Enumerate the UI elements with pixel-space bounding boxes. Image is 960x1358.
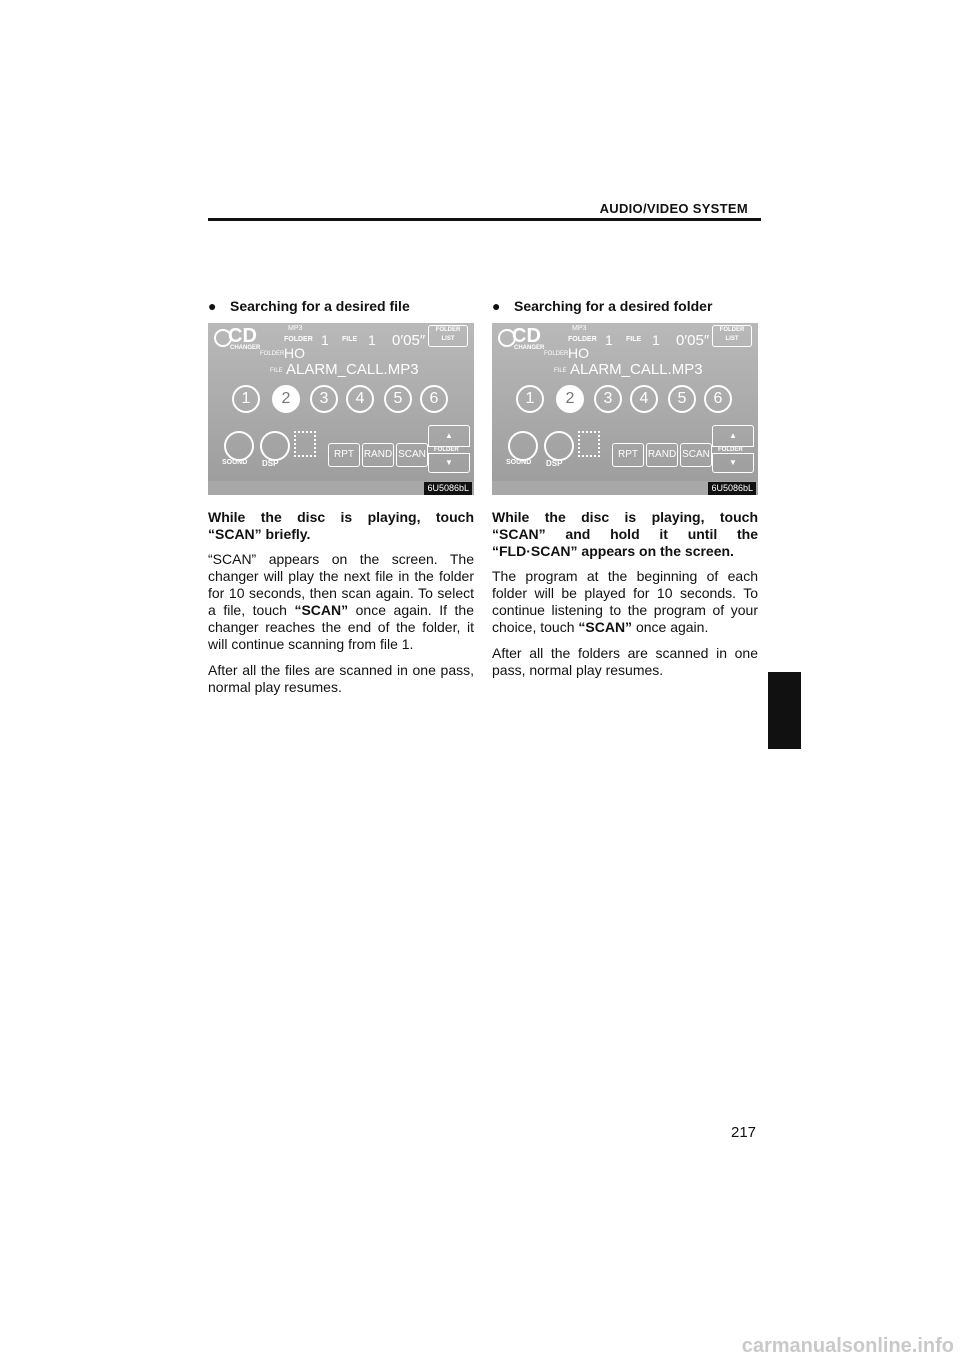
- right-paragraph-2: After all the folders are scanned in one pass, normal play resumes.: [492, 645, 758, 678]
- page-number: 217: [731, 1124, 757, 1141]
- file-sub-label: FILE: [270, 368, 283, 374]
- disc-4-button[interactable]: 4: [630, 385, 658, 413]
- folder-up-button[interactable]: ▲: [428, 425, 470, 447]
- folder-sub-label: FOLDER: [260, 351, 285, 357]
- folder-down-button[interactable]: ▼: [428, 453, 470, 473]
- left-paragraph-2: After all the files are scanned in one pass, normal play resumes.: [208, 662, 474, 695]
- left-instruction: While the disc is playing, touch “SCAN” briefly.: [208, 509, 474, 542]
- folder-down-button[interactable]: ▼: [712, 453, 754, 473]
- sound-icon[interactable]: [508, 431, 538, 461]
- dsp-label: DSP: [262, 459, 279, 468]
- disc-3-button[interactable]: 3: [594, 385, 622, 413]
- scan-button[interactable]: SCAN: [396, 443, 428, 467]
- cd-changer-screen: [492, 323, 758, 481]
- folder-button-label: FOLDER: [434, 447, 459, 453]
- header-rule: [208, 218, 761, 221]
- sound-icon[interactable]: [224, 431, 254, 461]
- right-heading-text: Searching for a desired folder: [514, 298, 713, 314]
- bullet-icon: ●: [208, 298, 217, 314]
- disc-1-button[interactable]: 1: [232, 385, 260, 413]
- disc-2-button[interactable]: 2: [272, 385, 300, 413]
- changer-label: CHANGER: [230, 345, 261, 351]
- left-p1-text-a: “SCAN” appears on the screen. The changer will play the next file in the folder for 10 seconds, then scan again. To select a file, touch: [208, 551, 474, 618]
- dsp-label: DSP: [546, 459, 563, 468]
- folder-number: 1: [605, 332, 613, 348]
- right-p1-text-c: once again.: [632, 619, 709, 635]
- figure-code: 6U5086bL: [708, 482, 756, 495]
- cd-label: CD: [512, 325, 541, 347]
- cd-changer-screen: [208, 323, 474, 481]
- watermark: carmanualsonline.info: [741, 1335, 954, 1357]
- file-label: FILE: [342, 336, 358, 343]
- file-name: ALARM_CALL.MP3: [286, 361, 419, 378]
- right-paragraph-1: [492, 568, 758, 636]
- disc-4-button[interactable]: 4: [346, 385, 374, 413]
- file-name: ALARM_CALL.MP3: [570, 361, 703, 378]
- left-p1-scan: “SCAN”: [294, 602, 349, 618]
- folder-up-button[interactable]: ▲: [712, 425, 754, 447]
- folder-label: FOLDER: [284, 336, 313, 343]
- rand-button[interactable]: RAND: [362, 443, 394, 467]
- file-number: 1: [652, 332, 660, 348]
- folder-name: HO: [568, 345, 589, 361]
- folder-button-label: FOLDER: [718, 447, 743, 453]
- disc-grid-icon[interactable]: [294, 431, 316, 457]
- folder-name: HO: [284, 345, 305, 361]
- folder-number: 1: [321, 332, 329, 348]
- dsp-icon[interactable]: [544, 431, 574, 461]
- mp3-label: MP3: [572, 325, 587, 332]
- right-p1-text-a: The program at the beginning of each folder will be played for 10 seconds. To continue listening to the program of your choice, touch: [492, 568, 758, 635]
- left-figure: [208, 323, 474, 495]
- sound-label: SOUND: [222, 459, 248, 466]
- figure-code: 6U5086bL: [424, 482, 472, 495]
- right-p1-scan: “SCAN”: [578, 619, 633, 635]
- play-time: 0′05″: [676, 332, 710, 349]
- rpt-button[interactable]: RPT: [612, 443, 644, 467]
- disc-1-button[interactable]: 1: [516, 385, 544, 413]
- rand-button[interactable]: RAND: [646, 443, 678, 467]
- file-number: 1: [368, 332, 376, 348]
- folder-sub-label: FOLDER: [544, 351, 569, 357]
- file-sub-label: FILE: [554, 368, 567, 374]
- right-column: [492, 298, 758, 688]
- folder-list-button[interactable]: FOLDER LIST: [428, 325, 468, 347]
- left-paragraph-1: [208, 551, 474, 653]
- left-heading-text: Searching for a desired file: [230, 298, 410, 314]
- disc-6-button[interactable]: 6: [704, 385, 732, 413]
- scan-button[interactable]: SCAN: [680, 443, 712, 467]
- folder-list-button[interactable]: FOLDER LIST: [712, 325, 752, 347]
- mp3-label: MP3: [288, 325, 303, 332]
- disc-grid-icon[interactable]: [578, 431, 600, 457]
- right-heading: [492, 298, 758, 315]
- disc-2-button[interactable]: 2: [556, 385, 584, 413]
- disc-3-button[interactable]: 3: [310, 385, 338, 413]
- header-title: AUDIO/VIDEO SYSTEM: [599, 201, 748, 216]
- disc-5-button[interactable]: 5: [668, 385, 696, 413]
- section-tab-marker: [768, 672, 801, 749]
- cd-label: CD: [228, 325, 257, 347]
- file-label: FILE: [626, 336, 642, 343]
- right-figure: [492, 323, 758, 495]
- disc-5-button[interactable]: 5: [384, 385, 412, 413]
- left-column: [208, 298, 474, 705]
- left-p1-text-c: once again. If the changer reaches the end of the folder, it will continue scanning from file 1.: [208, 602, 474, 652]
- changer-label: CHANGER: [514, 345, 545, 351]
- disc-6-button[interactable]: 6: [420, 385, 448, 413]
- rpt-button[interactable]: RPT: [328, 443, 360, 467]
- left-heading: [208, 298, 474, 315]
- dsp-icon[interactable]: [260, 431, 290, 461]
- sound-label: SOUND: [506, 459, 532, 466]
- right-instruction: While the disc is playing, touch “SCAN” and hold it until the “FLD·SCAN” appears on the screen.: [492, 509, 758, 559]
- play-time: 0′05″: [392, 332, 426, 349]
- bullet-icon: ●: [492, 298, 501, 314]
- folder-label: FOLDER: [568, 336, 597, 343]
